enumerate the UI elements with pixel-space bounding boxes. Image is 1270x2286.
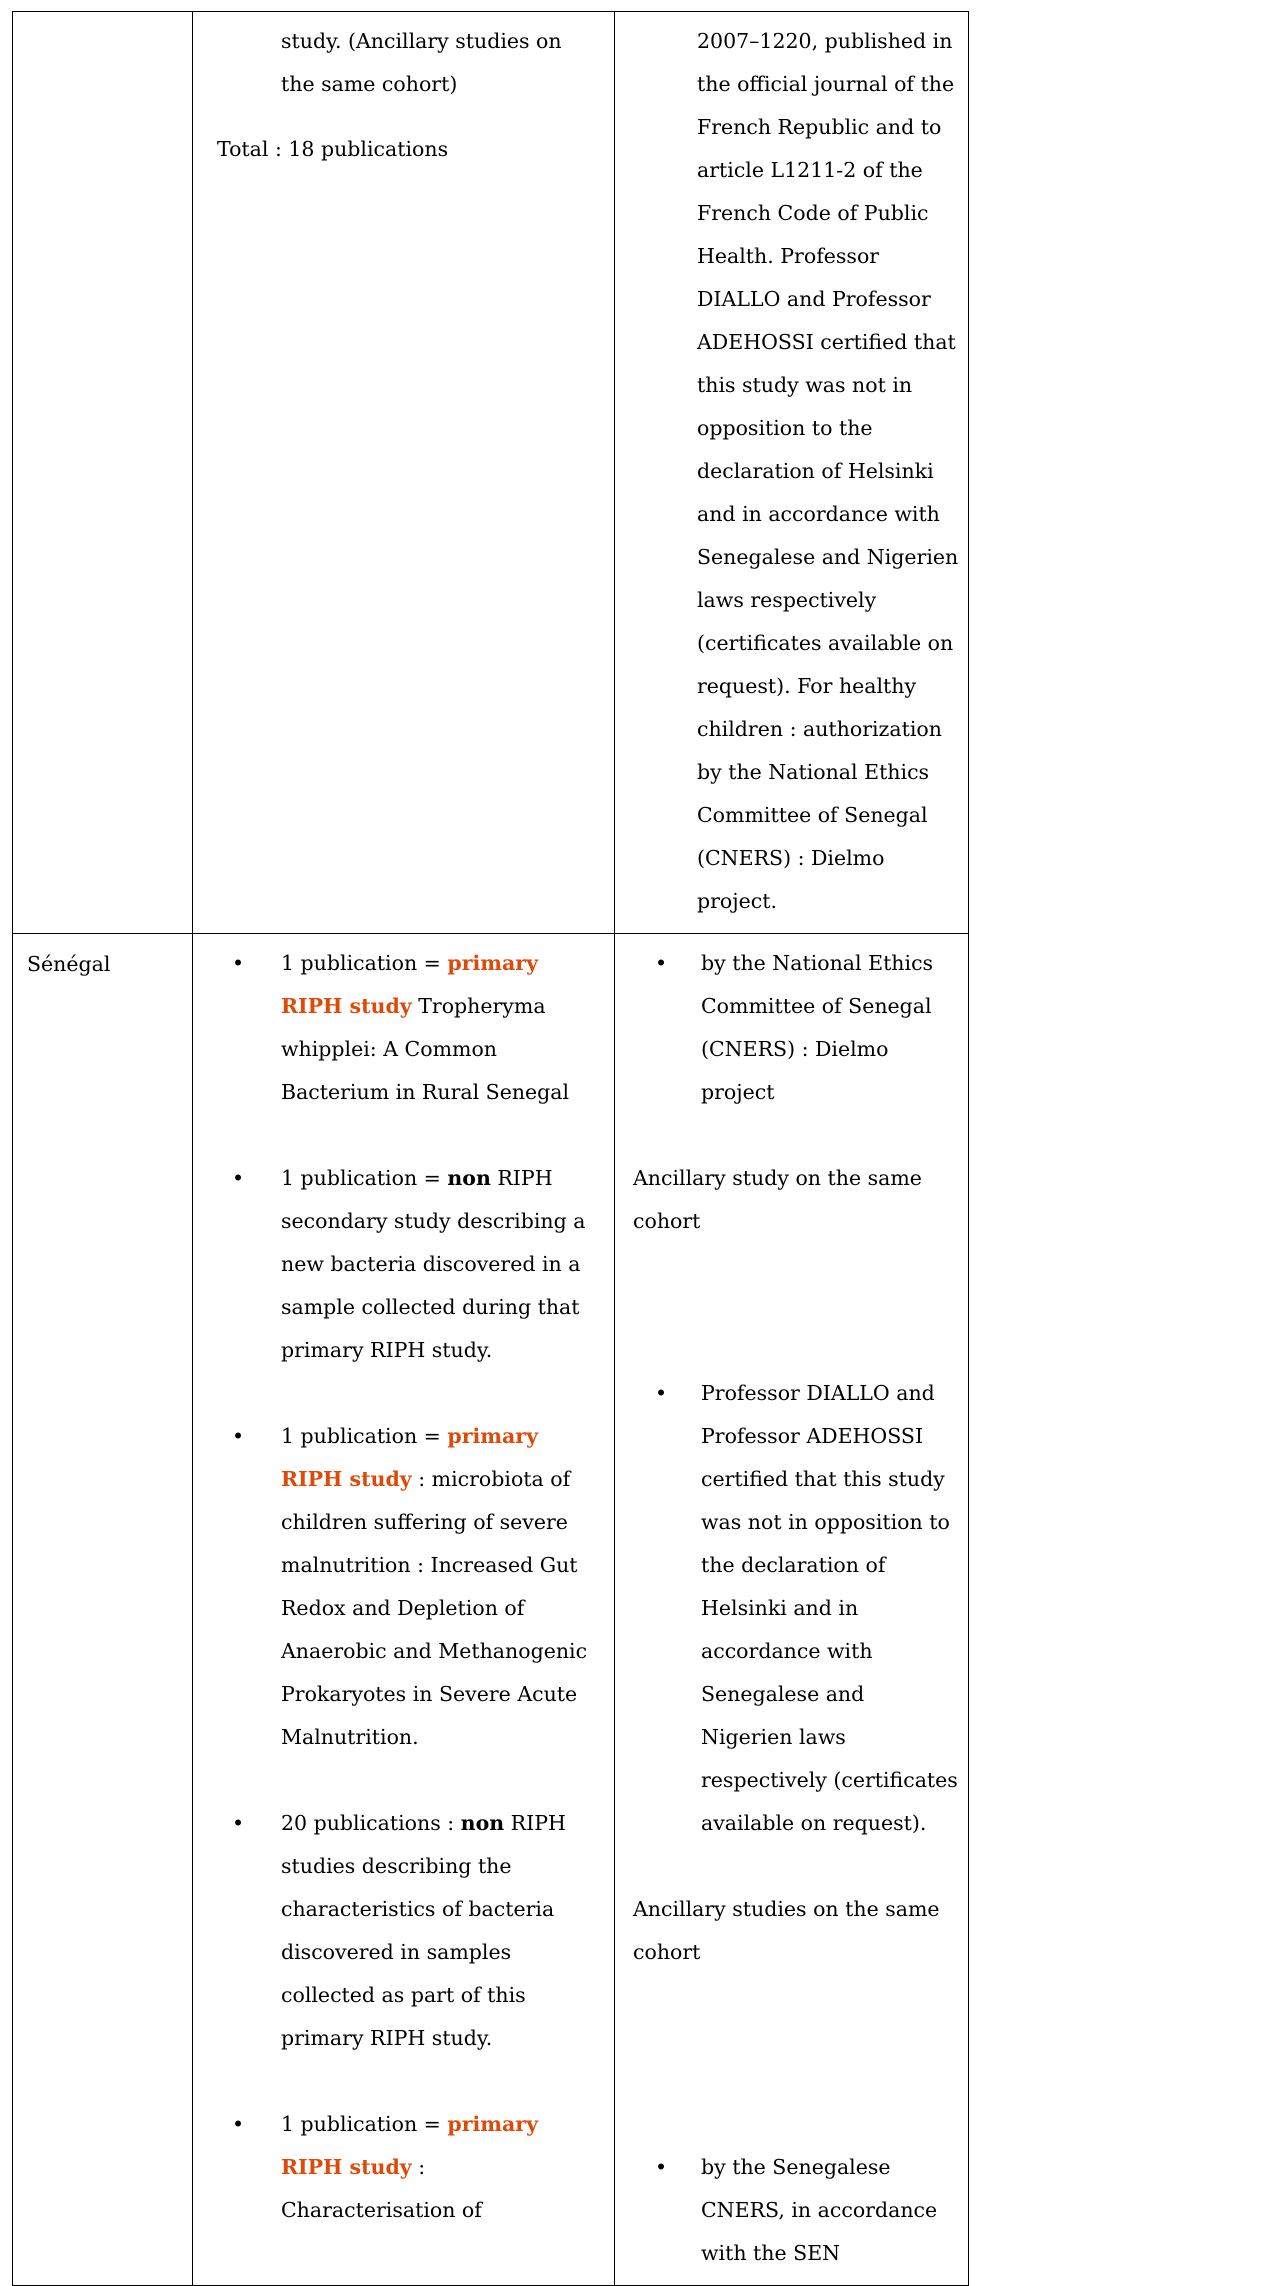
bullet-bold-text: non xyxy=(447,1166,491,1190)
list-item xyxy=(625,942,960,1114)
bullet-icon: • xyxy=(232,951,245,975)
bullet-icon: • xyxy=(655,2155,668,2179)
country-label-empty xyxy=(13,12,192,31)
bullet-accent-text: primary RIPH study xyxy=(281,951,538,1018)
ethics-bullet-list-1 xyxy=(625,942,960,1114)
bullet-accent-text: primary RIPH study xyxy=(281,1424,538,1491)
bullet-rest-text: : microbiota of children suffering of severe malnutrition : Increased Gut Redox and Depletion of Anaerobic and Methanogenic Prokaryotes in Severe Acute Malnutrition. xyxy=(281,1467,588,1749)
publications-table xyxy=(12,11,969,2286)
bullet-lead-text: 1 publication = xyxy=(281,1166,448,1190)
cell-publications-continuation xyxy=(193,12,615,934)
cell-country-senegal xyxy=(13,934,193,2286)
publications-continuation-text: study. (Ancillary studies on the same cohort) xyxy=(281,29,562,96)
table-row xyxy=(13,934,969,2286)
publications-bullet-block xyxy=(193,934,614,2242)
bullet-bold-text: non xyxy=(460,1811,505,1835)
country-label: Sénégal xyxy=(27,952,111,976)
ethics-plain-text-1: Ancillary study on the same cohort xyxy=(633,1166,922,1233)
bullet-rest-text: RIPH secondary study describing a new bacteria discovered in a sample collected during that primary RIPH study. xyxy=(281,1166,586,1362)
cell-publications-senegal xyxy=(193,934,615,2286)
bullet-icon: • xyxy=(232,2112,245,2136)
ethics-bullet-text: by the Senegalese CNERS, in accordance with the SEN xyxy=(701,2155,938,2265)
bullet-icon: • xyxy=(232,1811,245,1835)
publications-bullet-list xyxy=(203,942,600,2232)
ethics-continuation-block xyxy=(615,12,968,933)
cell-country-continuation xyxy=(13,12,193,934)
publications-continuation-block xyxy=(193,12,614,181)
bullet-icon: • xyxy=(655,951,668,975)
ethics-bullet-text: by the National Ethics Committee of Senegal (CNERS) : Dielmo project xyxy=(701,951,934,1104)
bullet-accent-text: primary RIPH study xyxy=(281,2112,538,2179)
bullet-icon: • xyxy=(655,1381,668,1405)
bullet-rest-text: Tropheryma whipplei: A Common Bacterium in Rural Senegal xyxy=(281,994,570,1104)
list-item xyxy=(203,2103,600,2232)
cell-ethics-senegal xyxy=(615,934,969,2286)
list-item xyxy=(203,942,600,1114)
ethics-bullet-list-3 xyxy=(625,2146,960,2275)
table-row xyxy=(13,12,969,934)
list-item xyxy=(625,1372,960,1845)
list-item xyxy=(203,1415,600,1759)
bullet-rest-text: : Characterisation of xyxy=(281,2155,482,2222)
bullet-lead-text: 1 publication = xyxy=(281,2112,448,2136)
bullet-lead-text: 1 publication = xyxy=(281,1424,448,1448)
bullet-rest-text: RIPH studies describing the characteristics of bacteria discovered in samples collected as part of this primary RIPH study. xyxy=(281,1811,566,2050)
bullet-lead-text: 1 publication = xyxy=(281,951,448,975)
ethics-plain-text-2: Ancillary studies on the same cohort xyxy=(633,1897,940,1964)
ethics-bullet-list-2 xyxy=(625,1372,960,1845)
ethics-bullet-text: Professor DIALLO and Professor ADEHOSSI certified that this study was not in opposition to the declaration of Helsinki and in accordance with Senegalese and Nigerien laws respectively (certificates available on request). xyxy=(701,1381,958,1835)
list-item xyxy=(203,1157,600,1372)
bullet-icon: • xyxy=(232,1166,245,1190)
list-item xyxy=(625,2146,960,2275)
cell-ethics-continuation xyxy=(615,12,969,934)
bullet-icon: • xyxy=(232,1424,245,1448)
bullet-lead-text: 20 publications : xyxy=(281,1811,461,1835)
publications-total-line: Total : 18 publications xyxy=(217,137,449,161)
list-item xyxy=(203,1802,600,2060)
ethics-continuation-text: 2007–1220, published in the official journal of the French Republic and to article L1211-2 of the French Code of Public Health. Professor DIALLO and Professor ADEHOSSI certified that this study was not in opposition to the declaration of Helsinki and in accordance with Senegalese and Nigerien laws respectively (certificates available on request). For healthy children : authorization by the National Ethics Committee of Senegal (CNERS) : Dielmo project. xyxy=(697,29,959,913)
ethics-bullet-block xyxy=(615,934,968,2285)
